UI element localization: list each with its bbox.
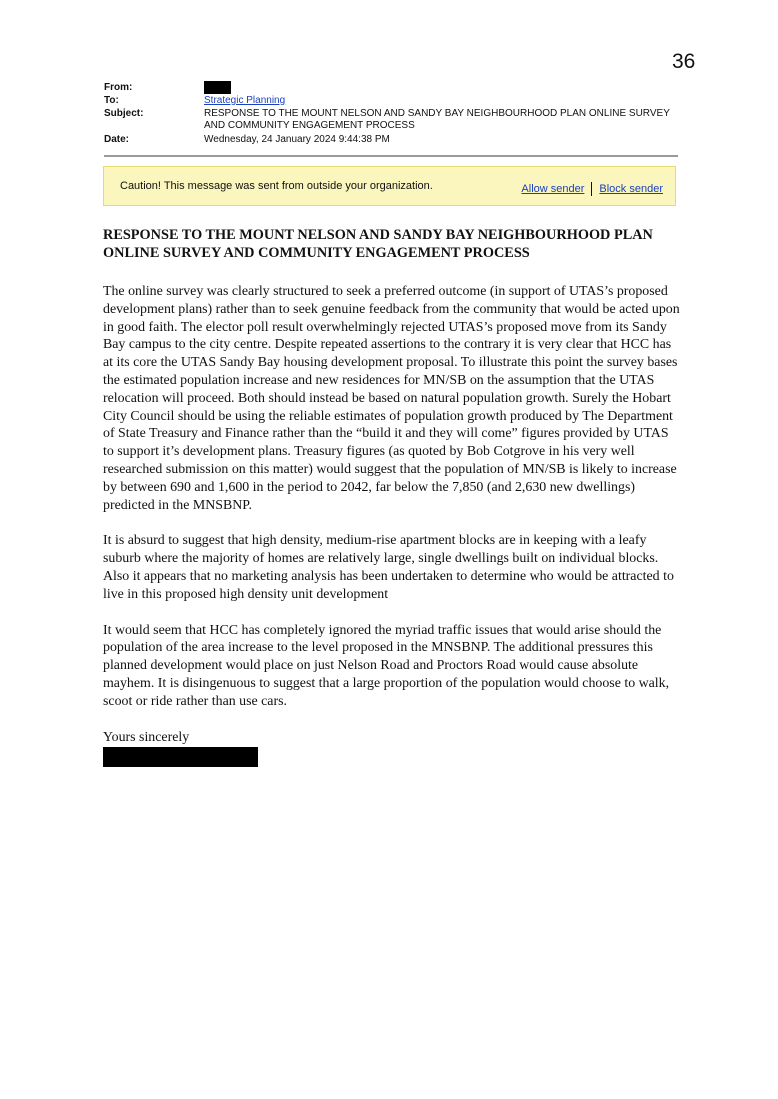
body-paragraph-3: It would seem that HCC has completely ignored the myriad traffic issues that would arise should the population of the area increase to the level proposed in the MNSBNP. The additional pressures this planned development would place on just Nelson Road and Proctors Road would cause absolute mayhem. It is disingenuous to suggest that a large proportion of the population would choose to walk, scoot or ride rather than use cars. bbox=[103, 622, 670, 709]
block-sender-link[interactable]: Block sender bbox=[599, 183, 663, 195]
subject-label: Subject: bbox=[104, 108, 144, 119]
signature-redacted bbox=[103, 747, 258, 767]
subject-row bbox=[104, 107, 678, 132]
page-number: 36 bbox=[672, 50, 696, 73]
from-row bbox=[104, 81, 678, 94]
date-label: Date: bbox=[104, 134, 130, 145]
caution-banner bbox=[103, 166, 676, 206]
body-paragraph-2: It is absurd to suggest that high density, medium-rise apartment blocks are in keeping with a leafy suburb where the majority of homes are relatively large, single dwellings built on individual blocks. Also it appears that no marketing analysis has been undertaken to determine who would be attracted to live in this proposed high density unit development bbox=[103, 533, 674, 602]
allow-sender-link[interactable]: Allow sender bbox=[521, 183, 585, 195]
from-redacted bbox=[204, 81, 231, 94]
caution-message: Caution! This message was sent from outside your organization. bbox=[120, 180, 433, 192]
caution-links bbox=[521, 182, 663, 196]
date-value: Wednesday, 24 January 2024 9:44:38 PM bbox=[204, 134, 390, 145]
from-label: From: bbox=[104, 82, 133, 93]
subject-value: RESPONSE TO THE MOUNT NELSON AND SANDY BAY NEIGHBOURHOOD PLAN ONLINE SURVEY AND COMMUNITY ENGAGEMENT PROCESS bbox=[204, 108, 670, 131]
link-separator bbox=[591, 182, 592, 196]
header-divider bbox=[104, 155, 678, 157]
date-row bbox=[104, 133, 678, 146]
to-label: To: bbox=[104, 95, 119, 106]
body-title: RESPONSE TO THE MOUNT NELSON AND SANDY BAY NEIGHBOURHOOD PLAN ONLINE SURVEY AND COMMUNITY ENGAGEMENT PROCESS bbox=[103, 227, 653, 261]
to-link[interactable]: Strategic Planning bbox=[204, 95, 286, 106]
closing: Yours sincerely bbox=[103, 729, 190, 745]
body-paragraph-1: The online survey was clearly structured to seek a preferred outcome (in support of UTAS’s proposed development plans) rather than to seek genuine feedback from the community that would be acted upon in good faith. The elector poll result overwhelmingly rejected UTAS’s proposed move from its Sandy Bay campus to the city centre. Despite repeated assertions to the contrary it is very clear that HCC has at its core the UTAS Sandy Bay housing development proposal. To illustrate this point the survey bases the estimated population increase and new residences for MN/SB on the assumption that the UTAS relocation will proceed. Both should instead be based on natural population growth. Surely the Hobart City Council should be using the reliable estimates of population growth produced by The Department of State Treasury and Finance rather than the “build it and they will come” figures provided by UTAS to support it’s development plans. Treasury figures (as quoted by Bob Cotgrove in his very well researched submission on this matter) would suggest that the population of MN/SB is likely to increase by between 690 and 1,600 in the period to 2042, far below the 7,850 (and 2,630 new dwellings) predicted in the MNSBNP. bbox=[103, 284, 680, 513]
to-row bbox=[104, 94, 678, 107]
email-body bbox=[103, 226, 681, 767]
email-header bbox=[104, 81, 678, 146]
